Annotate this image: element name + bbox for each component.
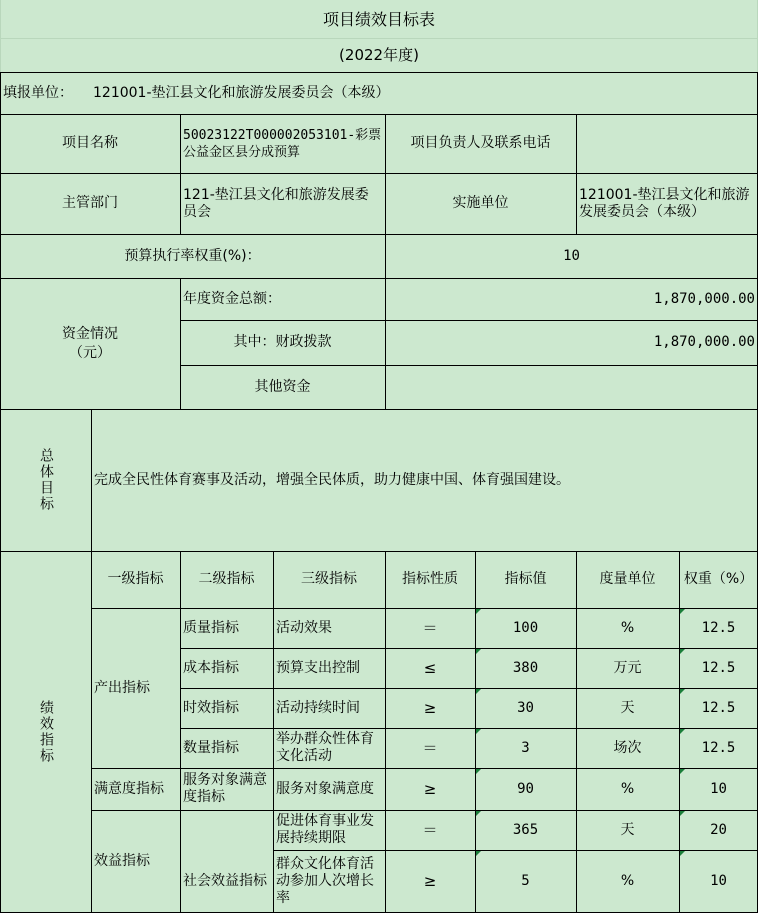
year-label: (2022年度) (339, 45, 419, 64)
row2-level2: 时效指标 (183, 699, 239, 716)
goal-label: 总体目标 (38, 448, 54, 512)
row1-unit: 万元 (613, 659, 642, 676)
budget-rate-value: 10 (563, 247, 580, 264)
row5-value: 365 (512, 821, 539, 838)
row4-level3: 服务对象满意度 (276, 780, 374, 797)
page-title: 项目绩效目标表 (322, 9, 435, 29)
row6-nature: ≥ (423, 872, 437, 890)
row4-unit: % (620, 780, 635, 797)
row4-weight: 10 (710, 780, 727, 797)
row1-level2: 成本指标 (183, 659, 239, 676)
row4-value: 90 (517, 780, 534, 797)
header-level3: 三级指标 (301, 571, 357, 587)
row6-value: 5 (521, 873, 530, 889)
fiscal-value: 1,870,000.00 (653, 334, 755, 350)
filing-unit-label: 填报单位： (3, 84, 73, 101)
row2-unit: 天 (620, 699, 635, 716)
row5-unit: 天 (620, 821, 635, 838)
row3-nature: ＝ (422, 738, 438, 757)
level1-benefit: 效益指标 (94, 853, 150, 869)
row6-weight: 10 (710, 873, 727, 889)
annual-total-value: 1,870,000.00 (653, 290, 755, 307)
perf-label: 绩效指标 (38, 700, 54, 764)
row0-weight: 12.5 (701, 619, 736, 636)
header-weight: 权重（%） (683, 571, 754, 587)
funds-label (0, 278, 180, 409)
row5-level3: 促进体育事业发展持续期限 (276, 813, 374, 846)
project-lead-label: 项目负责人及联系电话 (410, 135, 551, 151)
dept-value: 121-垫江县文化和旅游发展委员会 (183, 186, 369, 220)
row6-unit: % (620, 873, 635, 889)
other-label: 其他资金 (254, 378, 311, 395)
dept-label: 主管部门 (62, 195, 118, 211)
level1-output: 产出指标 (94, 679, 150, 696)
header-value: 指标值 (504, 571, 547, 587)
project-name-value: 50023122T000002053101-彩票公益金区县分成预算 (183, 127, 382, 160)
row2-level3: 活动持续时间 (276, 699, 360, 716)
row5-level2 (180, 810, 273, 850)
row0-level2: 质量指标 (183, 619, 239, 636)
row3-unit: 场次 (613, 739, 642, 756)
row4-level2: 服务对象满意度指标 (183, 772, 267, 805)
project-lead-value (576, 114, 758, 173)
perf-label-cell (0, 551, 91, 913)
goal-value: 完成全民性体育赛事及活动，增强全民体质，助力健康中国、体育强国建设。 (94, 471, 570, 488)
row0-value: 100 (512, 619, 539, 636)
row4-nature: ≥ (423, 779, 437, 798)
row0-nature: ＝ (422, 618, 438, 637)
row0-level3: 活动效果 (276, 619, 332, 636)
row3-level3: 举办群众性体育文化活动 (276, 731, 374, 764)
row1-nature: ≤ (423, 658, 437, 677)
impl-label: 实施单位 (452, 195, 509, 211)
row5-nature: ＝ (422, 820, 438, 839)
filing-unit-value: 121001-垫江县文化和旅游发展委员会（本级） (93, 84, 390, 101)
goal-label-cell (0, 409, 91, 551)
funds-label-line1: 资金情况 (62, 325, 118, 342)
row5-weight: 20 (710, 821, 727, 838)
row3-value: 3 (521, 739, 530, 756)
row6-level2: 社会效益指标 (183, 873, 267, 889)
row1-level3: 预算支出控制 (276, 659, 360, 676)
project-name-label: 项目名称 (62, 135, 118, 151)
annual-total-label: 年度资金总额： (183, 290, 281, 307)
fiscal-label: 其中：财政拨款 (233, 334, 332, 350)
budget-rate-label: 预算执行率权重(%)： (124, 247, 261, 264)
row3-weight: 12.5 (701, 739, 736, 756)
header-level2: 二级指标 (198, 571, 255, 587)
row6-level3: 群众文化体育活动参加人次增长率 (276, 856, 374, 906)
row1-value: 380 (512, 659, 539, 676)
row1-weight: 12.5 (701, 659, 736, 676)
header-unit: 度量单位 (599, 571, 656, 587)
header-nature: 指标性质 (402, 571, 458, 587)
row3-level2: 数量指标 (183, 739, 239, 756)
row2-weight: 12.5 (701, 699, 736, 716)
funds-label-line2: （元） (69, 344, 111, 361)
impl-value: 121001-垫江县文化和旅游发展委员会（本级） (579, 186, 750, 220)
other-value (385, 365, 758, 409)
row2-value: 30 (517, 699, 534, 716)
header-level1: 一级指标 (107, 571, 164, 587)
level1-satisfaction: 满意度指标 (94, 780, 164, 797)
row2-nature: ≥ (423, 698, 437, 717)
row0-unit: % (620, 619, 635, 636)
